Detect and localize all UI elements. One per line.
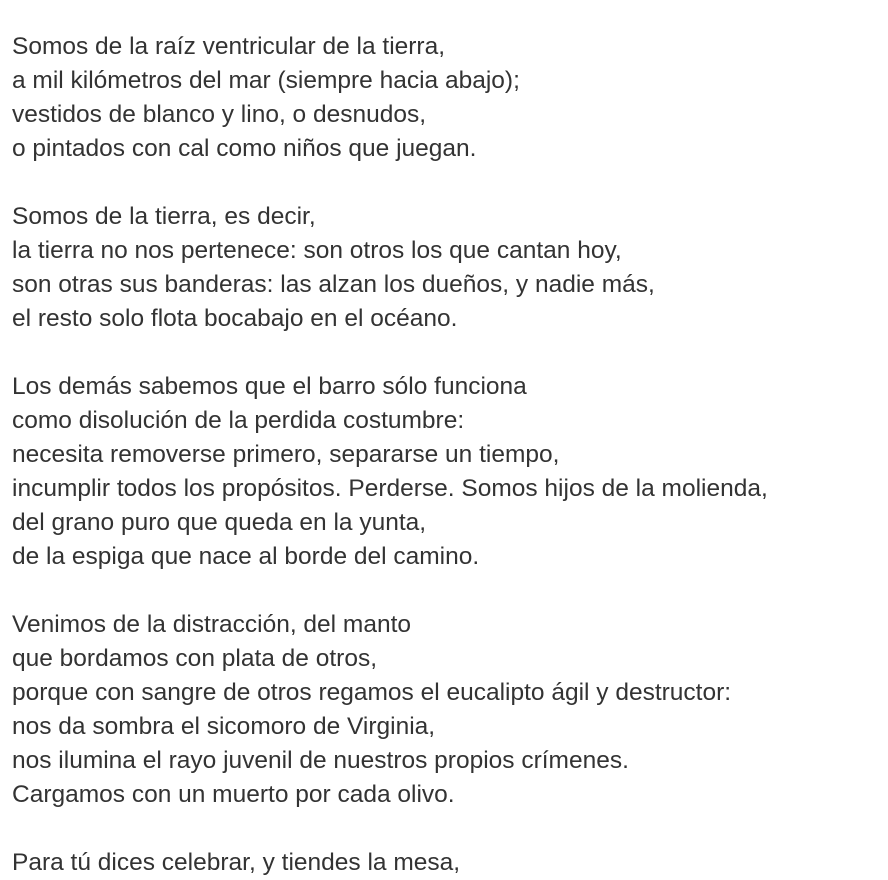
stanza-1 <box>12 30 888 166</box>
poem-line: Cargamos con un muerto por cada olivo. <box>12 781 455 808</box>
poem-line: porque con sangre de otros regamos el eucalipto ágil y destructor: <box>12 679 732 706</box>
poem-line: Venimos de la distracción, del manto <box>12 611 412 638</box>
poem-line: que bordamos con plata de otros, <box>12 645 378 672</box>
stanza-3 <box>12 370 888 574</box>
poem-line: a mil kilómetros del mar (siempre hacia abajo); <box>12 67 520 94</box>
poem-line: como disolución de la perdida costumbre: <box>12 407 465 434</box>
stanza-5 <box>12 846 888 880</box>
poem-line: de la espiga que nace al borde del camino. <box>12 543 480 570</box>
poem-line: son otras sus banderas: las alzan los dueños, y nadie más, <box>12 271 655 298</box>
stanza-2 <box>12 200 888 336</box>
poem-line: o pintados con cal como niños que juegan. <box>12 135 477 162</box>
poem-line: Somos de la raíz ventricular de la tierra, <box>12 33 446 60</box>
poem-line: Los demás sabemos que el barro sólo funciona <box>12 373 527 400</box>
poem-line: Para tú dices celebrar, y tiendes la mesa, <box>12 849 461 876</box>
poem-line: del grano puro que queda en la yunta, <box>12 509 427 536</box>
poem-line: nos ilumina el rayo juvenil de nuestros propios crímenes. <box>12 747 629 774</box>
poem-line: vestidos de blanco y lino, o desnudos, <box>12 101 427 128</box>
stanza-4 <box>12 608 888 812</box>
poem-line: nos da sombra el sicomoro de Virginia, <box>12 713 436 740</box>
poem-line: incumplir todos los propósitos. Perderse. Somos hijos de la molienda, <box>12 475 768 502</box>
poem-page <box>12 30 888 876</box>
poem-line: la tierra no nos pertenece: son otros los que cantan hoy, <box>12 237 622 264</box>
poem-line: Somos de la tierra, es decir, <box>12 203 316 230</box>
poem-line: el resto solo flota bocabajo en el océano. <box>12 305 458 332</box>
poem-line: necesita removerse primero, separarse un tiempo, <box>12 441 560 468</box>
